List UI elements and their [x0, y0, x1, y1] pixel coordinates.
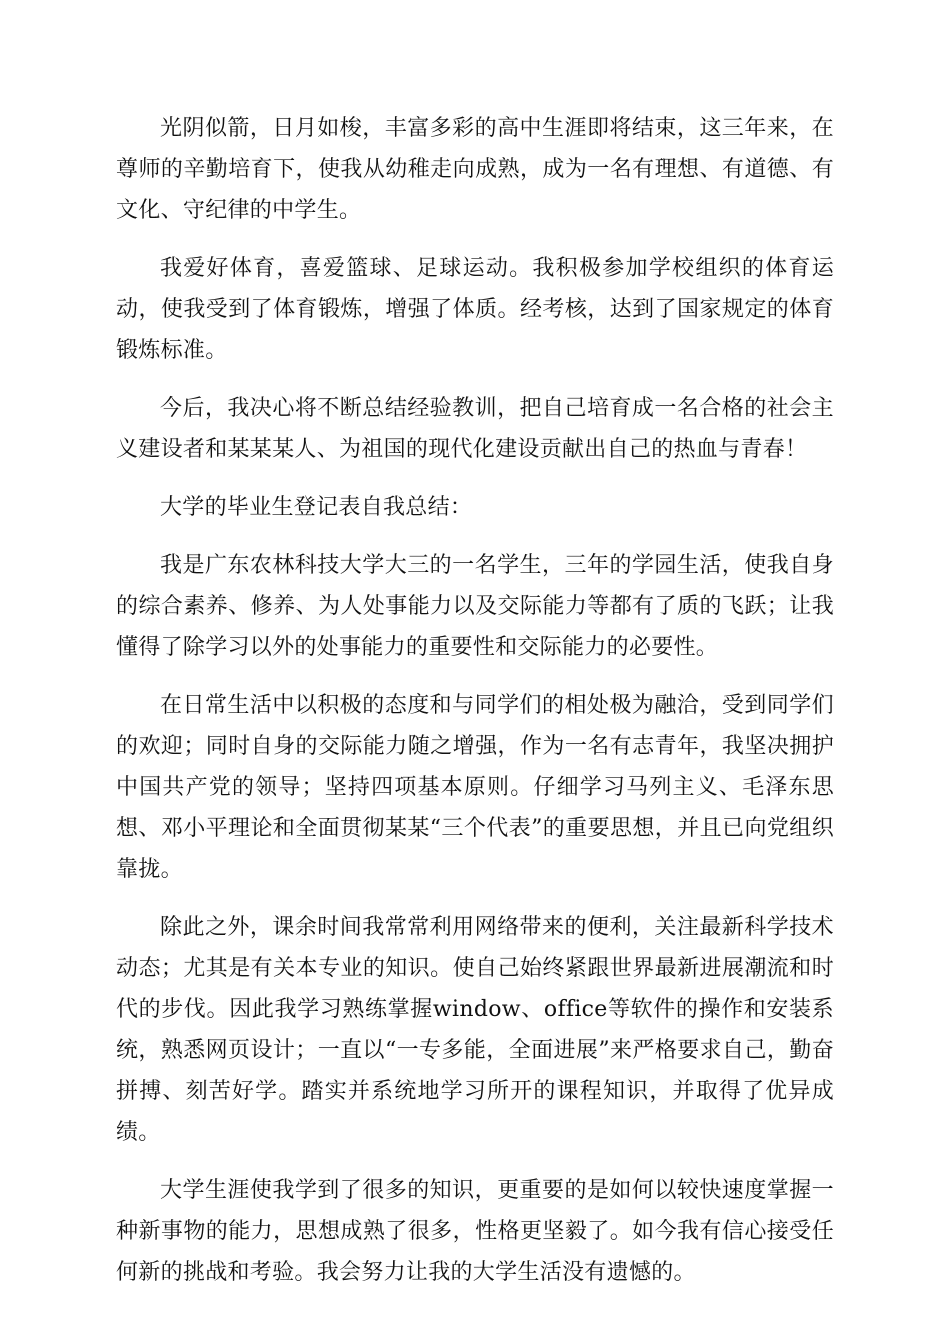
paragraph-7: 大学生涯使我学到了很多的知识，更重要的是如何以较快速度掌握一种新事物的能力，思想成熟了很多，性格更坚毅了。如今我有信心接受任何新的挑战和考验。我会努力让我的大学生活没有遗憾的。	[116, 1178, 834, 1285]
document-body	[116, 108, 834, 1310]
paragraph-5: 在日常生活中以积极的态度和与同学们的相处极为融洽，受到同学们的欢迎；同时自身的交际能力随之增强，作为一名有志青年，我坚决拥护中国共产党的领导；坚持四项基本原则。仔细学习马列主义、毛泽东思想、邓小平理论和全面贯彻某某“三个代表”的重要思想，并且已向党组织靠拢。	[116, 693, 834, 882]
paragraph-2: 我爱好体育，喜爱篮球、足球运动。我积极参加学校组织的体育运动，使我受到了体育锻炼，增强了体质。经考核，达到了国家规定的体育锻炼标准。	[116, 256, 834, 363]
paragraph-3: 今后，我决心将不断总结经验教训，把自己培育成一名合格的社会主义建设者和某某某人、为祖国的现代化建设贡献出自己的热血与青春！	[116, 396, 834, 462]
paragraph-6: 除此之外，课余时间我常常利用网络带来的便利，关注最新科学技术动态；尤其是有关本专业的知识。使自己始终紧跟世界最新进展潮流和时代的步伐。因此我学习熟练掌握window、office等软件的操作和安装系统，熟悉网页设计；一直以“一专多能，全面进展”来严格要求自己，勤奋拼搏、刻苦好学。踏实并系统地学习所开的课程知识，并取得了优异成绩。	[116, 915, 834, 1145]
paragraph-1: 光阴似箭，日月如梭，丰富多彩的高中生涯即将结束，这三年来，在尊师的辛勤培育下，使我从幼稚走向成熟，成为一名有理想、有道德、有文化、守纪律的中学生。	[116, 116, 834, 223]
section-heading: 大学的毕业生登记表自我总结：	[160, 495, 473, 520]
paragraph-4: 我是广东农林科技大学大三的一名学生，三年的学园生活，使我自身的综合素养、修养、为人处事能力以及交际能力等都有了质的飞跃；让我懂得了除学习以外的处事能力的重要性和交际能力的必要性。	[116, 553, 834, 660]
